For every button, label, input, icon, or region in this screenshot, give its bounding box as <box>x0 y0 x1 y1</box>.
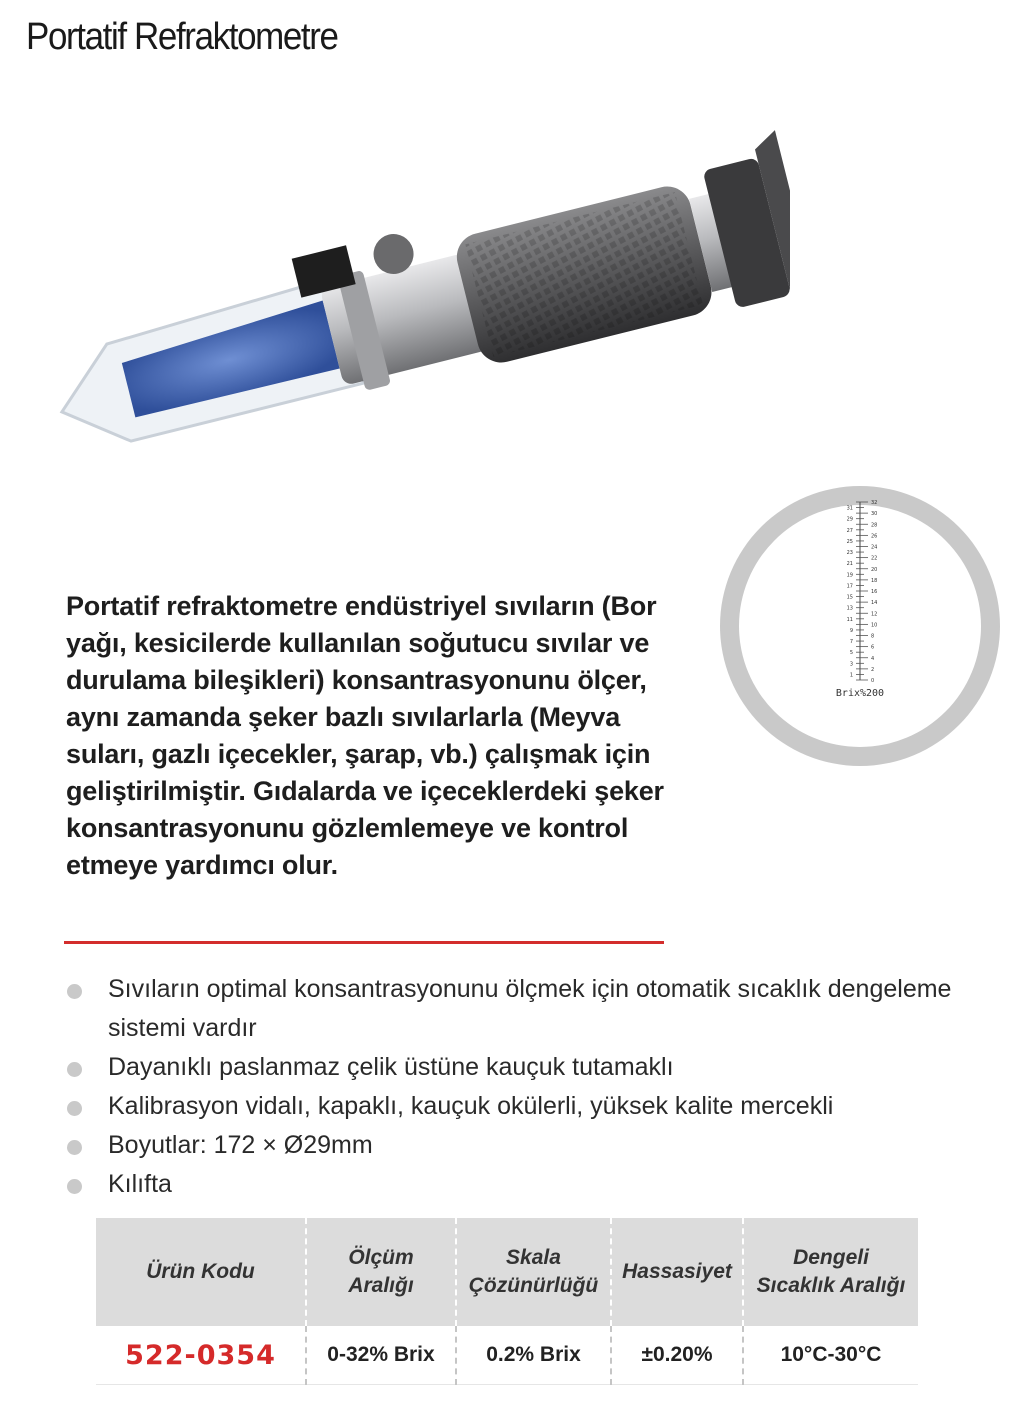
header-temperature-range: Dengeli Sıcaklık Aralığı <box>743 1218 918 1326</box>
scale-view-image <box>718 484 1002 768</box>
scale-tick-label: 25 <box>846 538 853 545</box>
scale-tick-label: 26 <box>871 533 878 540</box>
scale-tick-label: 15 <box>846 594 853 601</box>
scale-tick-label: 20 <box>871 566 878 573</box>
cell-measurement-range: 0-32% Brix <box>306 1326 456 1385</box>
scale-tick-label: 22 <box>871 555 878 562</box>
scale-tick-label: 29 <box>846 516 853 523</box>
feature-text: Dayanıklı paslanmaz çelik üstüne kauçuk tutamaklı <box>108 1053 674 1081</box>
scale-tick-label: 23 <box>846 550 853 557</box>
scale-tick-label: 5 <box>849 650 853 657</box>
scale-tick-label: 2 <box>871 666 875 673</box>
scale-tick-label: 9 <box>849 627 853 634</box>
bullet-icon <box>67 1140 82 1155</box>
scale-tick-label: 30 <box>871 511 878 518</box>
feature-text: Sıvıların optimal konsantrasyonunu ölçmek için otomatik sıcaklık dengeleme sistemi vardır <box>108 975 952 1042</box>
scale-tick-label: 27 <box>846 527 853 534</box>
scale-tick-label: 6 <box>871 644 875 651</box>
page-title: Portatif Refraktometre <box>26 16 338 58</box>
feature-item <box>64 970 964 1048</box>
feature-item <box>64 1048 964 1087</box>
feature-list <box>64 970 964 1204</box>
spec-table <box>96 1218 918 1385</box>
header-measurement-range: Ölçüm Aralığı <box>306 1218 456 1326</box>
header-accuracy: Hassasiyet <box>611 1218 743 1326</box>
scale-tick-label: 13 <box>846 605 853 612</box>
feature-text: Kılıfta <box>108 1170 172 1198</box>
scale-tick-label: 16 <box>871 589 878 595</box>
scale-tick-label: 14 <box>871 600 878 607</box>
description-paragraph: Portatif refraktometre endüstriyel sıvıların (Bor yağı, kesicilerde kullanılan soğutucu sıvılar ve durulama bileşikleri) konsantrasyonunu ölçer, aynı zamanda şeker bazlı sıvılarlarla (Meyva suları, gazlı içecekler, şarap, vb.) çalışmak için geliştirilmiştir. Gıdalarda ve içeceklerdeki şeker konsantrasyonunu gözlemlemeye ve kontrol etmeye yardımcı olur. <box>66 591 664 880</box>
cell-product-code: 522-0354 <box>96 1326 306 1385</box>
bullet-icon <box>67 1101 82 1116</box>
scale-tick-label: 12 <box>871 611 878 618</box>
header-scale-resolution: Skala Çözünürlüğü <box>456 1218 611 1326</box>
scale-tick-label: 1 <box>849 672 853 679</box>
scale-tick-label: 3 <box>849 661 853 668</box>
scale-tick-label: 21 <box>846 561 853 568</box>
spec-header-row <box>96 1218 918 1326</box>
scale-tick-label: 4 <box>871 655 875 662</box>
bullet-icon <box>67 1062 82 1077</box>
scale-tick-label: 10 <box>871 622 878 629</box>
feature-text: Kalibrasyon vidalı, kapaklı, kauçuk okülerli, yüksek kalite mercekli <box>108 1092 834 1120</box>
red-divider <box>64 941 664 944</box>
header-product-code: Ürün Kodu <box>96 1218 306 1326</box>
scale-caption: Brix%200 <box>835 688 885 699</box>
scale-tick-label: 17 <box>846 583 853 590</box>
cell-scale-resolution: 0.2% Brix <box>456 1326 611 1385</box>
feature-item <box>64 1126 964 1165</box>
table-row <box>96 1326 918 1385</box>
feature-text: Boyutlar: 172 × Ø29mm <box>108 1131 373 1159</box>
feature-item <box>64 1165 964 1204</box>
scale-tick-label: 28 <box>871 522 878 529</box>
bullet-icon <box>67 1179 82 1194</box>
scale-tick-label: 18 <box>871 577 878 584</box>
refractometer-image <box>30 120 790 510</box>
scale-tick-label: 0 <box>871 678 875 684</box>
cell-temperature-range: 10°C-30°C <box>743 1326 918 1385</box>
scale-tick-label: 24 <box>871 544 878 551</box>
scale-tick-label: 19 <box>846 572 853 579</box>
cell-accuracy: ±0.20% <box>611 1326 743 1385</box>
feature-item <box>64 1087 964 1126</box>
scale-tick-label: 7 <box>849 639 853 646</box>
scale-tick-label: 8 <box>871 633 875 640</box>
bullet-icon <box>67 984 82 999</box>
scale-tick-label: 31 <box>846 505 853 512</box>
scale-tick-label: 11 <box>846 616 853 623</box>
scale-tick-label: 32 <box>871 500 878 506</box>
